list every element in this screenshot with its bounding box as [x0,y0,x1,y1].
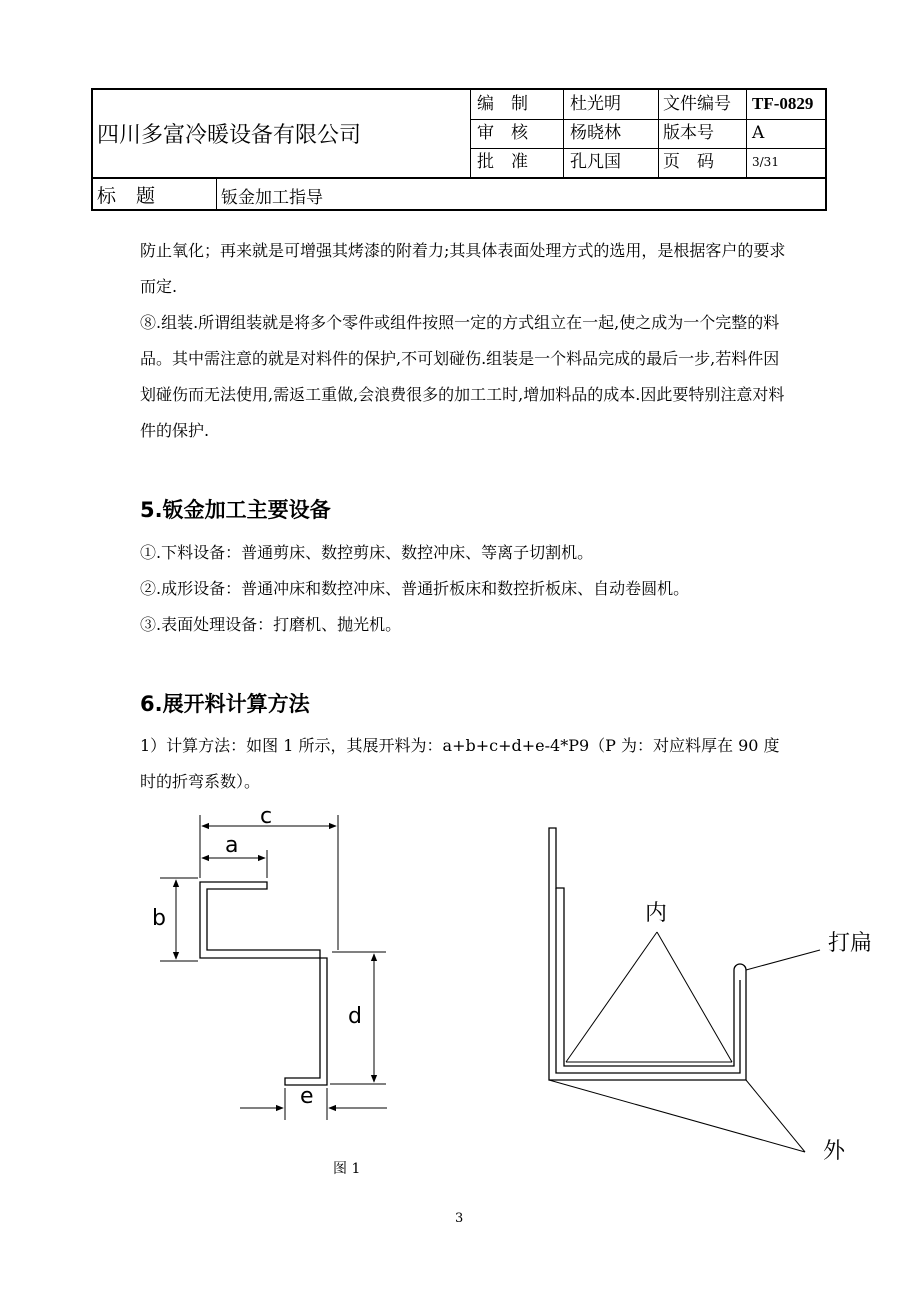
dim-label-b: b [152,906,166,931]
page-number: 3 [455,1211,464,1226]
figure-1-diagram [140,790,873,1170]
name-prepared: 杜光明 [570,94,621,114]
value-version: A [752,123,765,143]
label-approved: 批 准 [477,152,528,172]
dim-label-c: c [260,804,273,829]
company-name: 四川多富冷暖设备有限公司 [97,123,362,148]
equipment-item-2: ②.成形设备：普通冲床和数控冲床、普通折板床和数控折板床、自动卷圆机。 [140,579,690,598]
calculation-method-text: 1）计算方法：如图 1 所示，其展开料为：a+b+c+d+e-4*P9（P 为：对应料厚在 90 度时的折弯系数）。 [140,736,780,791]
document-header-table [91,88,827,211]
key-version: 版本号 [663,123,714,143]
title-label: 标题 [97,185,176,207]
figure-caption: 图 1 [333,1161,361,1177]
equipment-item-3: ③.表面处理设备：打磨机、抛光机。 [140,615,402,634]
label-reviewed: 审 核 [477,123,528,143]
paragraph-surface-treatment: 防止氧化；再来就是可增强其烤漆的附着力;其具体表面处理方式的选用，是根据客户的要求而定. [140,241,786,296]
value-doc-number: TF-0829 [752,94,814,113]
paragraph-assembly: ⑧.组装.所谓组装就是将多个零件或组件按照一定的方式组立在一起,使之成为一个完整的料品。其中需注意的就是对料件的保护,不可划碰伤.组装是一个料品完成的最后一步,若料件因划碰伤而无法使用,需返工重做,会浪费很多的加工工时,增加料品的成本.因此要特别注意对料件的保护. [140,313,785,440]
key-page: 页 码 [663,152,714,172]
label-flatten: 打扁 [828,931,873,956]
name-reviewed: 杨晓林 [570,123,621,143]
dim-label-d: d [348,1004,362,1029]
u-profile-part [549,828,746,1080]
key-doc-number: 文件编号 [663,94,731,114]
equipment-item-1: ①.下料设备：普通剪床、数控剪床、数控冲床、等离子切割机。 [140,543,594,562]
label-outer: 外 [823,1139,846,1164]
label-inner: 内 [645,901,668,926]
section-6-title: 6.展开料计算方法 [140,692,310,716]
section-5-title: 5.钣金加工主要设备 [140,498,331,522]
name-approved: 孔凡国 [570,152,621,172]
value-page: 3/31 [752,155,779,169]
title-value: 钣金加工指导 [221,188,323,208]
z-profile-part [200,882,327,1085]
dim-label-e: e [300,1084,314,1109]
dim-label-a: a [225,833,239,858]
label-prepared: 编 制 [477,94,528,114]
